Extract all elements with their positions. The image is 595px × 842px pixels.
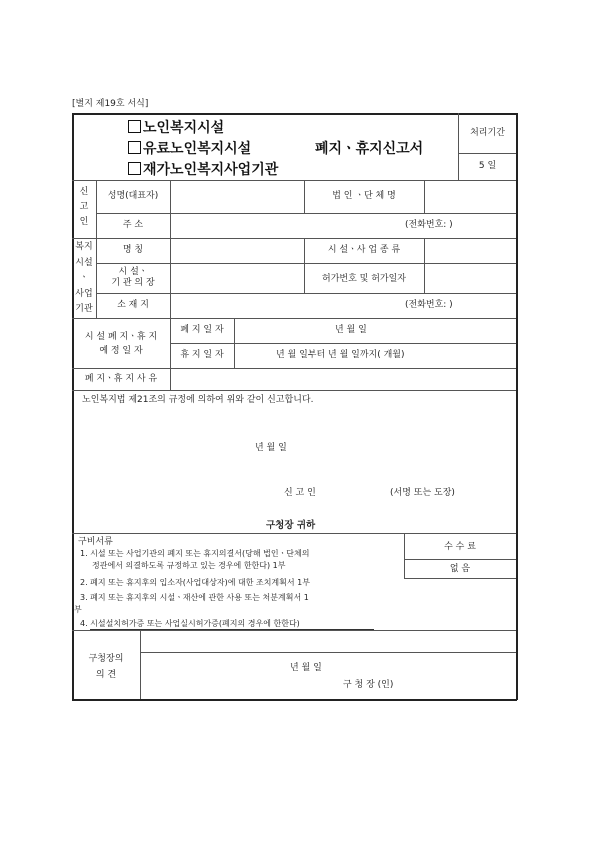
processing-period-label: 처리기간 xyxy=(470,128,505,138)
reporter-address-label: 주 소 xyxy=(122,220,144,230)
processing-period-value: 5 일 xyxy=(478,161,497,171)
suspension-date-label: 휴 지 일 자 xyxy=(180,350,224,360)
reporter-phone-note[interactable]: (전화번호: ) xyxy=(405,220,453,230)
option-home-care-agency[interactable]: 재가노인복지사업기관 xyxy=(128,161,278,179)
permit-number-date-label: 허가번호 및 허가일자 xyxy=(322,274,406,284)
suspension-period-value[interactable]: 년 월 일부터 년 월 일까지( 개월) xyxy=(276,350,405,360)
closure-date-value[interactable]: 년 월 일 xyxy=(335,325,367,335)
required-doc-3-cont: 부 xyxy=(74,605,82,614)
facility-location-label: 소 재 지 xyxy=(117,300,149,310)
required-doc-3: 3. 폐지 또는 휴지후의 시설ㆍ재산에 관한 사용 또는 처분계획서 1 xyxy=(80,593,309,602)
reporter-name-label: 성명(대표자) xyxy=(107,191,159,201)
checkbox-icon[interactable] xyxy=(128,162,141,175)
facility-group-label: 복지 시설 ㆍ 사업 기관 xyxy=(75,242,93,314)
facility-type-field[interactable] xyxy=(425,239,515,262)
facility-phone-note[interactable]: (전화번호: ) xyxy=(405,300,453,310)
corporation-name-field[interactable] xyxy=(425,181,515,212)
declaration-date[interactable]: 년 월 일 xyxy=(255,443,287,453)
addressee: 구청장 귀하 xyxy=(266,520,316,531)
declaration-text: 노인복지법 제21조의 규정에 의하여 위와 같이 신고합니다. xyxy=(82,395,314,405)
checkbox-icon[interactable] xyxy=(128,141,141,154)
facility-type-label: 시 설ㆍ사 업 종 류 xyxy=(327,245,401,255)
opinion-label: 구청장의 의 견 xyxy=(88,654,124,680)
opinion-field[interactable] xyxy=(141,631,515,651)
reason-label: 폐 지ㆍ휴 지 사 유 xyxy=(84,374,158,384)
required-doc-1: 1. 시설 또는 사업기관의 폐지 또는 휴지의결서(당해 법인ㆍ단체의 xyxy=(80,549,310,558)
opinion-date[interactable]: 년 월 일 xyxy=(290,663,322,673)
fee-label: 수 수 료 xyxy=(444,542,476,552)
facility-name-label: 명 칭 xyxy=(122,245,144,255)
checkbox-icon[interactable] xyxy=(128,120,141,133)
required-doc-2: 2. 폐지 또는 휴지후의 입소자(사업대상자)에 대한 조치계획서 1부 xyxy=(80,578,310,587)
signature-note[interactable]: (서명 또는 도장) xyxy=(390,488,455,498)
closure-date-label: 폐 지 일 자 xyxy=(180,325,224,335)
facility-head-field[interactable] xyxy=(171,264,303,292)
schedule-label: 시 설 폐 지ㆍ휴 지 예 정 일 자 xyxy=(84,332,158,356)
form-number: [별지 제19호 서식] xyxy=(72,99,149,109)
reporter-sign-label: 신 고 인 xyxy=(284,488,316,498)
fee-value: 없 음 xyxy=(449,564,471,574)
option-senior-welfare-facility[interactable]: 노인복지시설 xyxy=(128,119,224,137)
reporter-group-label: 신 고 인 xyxy=(79,187,89,227)
facility-head-label: 시 설ㆍ 기 관 의 장 xyxy=(111,267,155,288)
required-doc-4: 4. 시설설치허가증 또는 사업실시허가증(폐지의 경우에 한한다) xyxy=(80,619,300,628)
required-docs-title: 구비서류 xyxy=(78,537,113,547)
reporter-name-field[interactable] xyxy=(171,181,303,212)
permit-number-date-field[interactable] xyxy=(425,264,515,292)
corporation-name-label: 법 인 ㆍ단 체 명 xyxy=(332,191,396,201)
required-doc-1-cont: 정관에서 의결하도록 규정하고 있는 경우에 한한다) 1부 xyxy=(92,561,286,570)
district-head-sign: 구 청 장 (인) xyxy=(343,680,394,690)
option-paid-senior-welfare-facility[interactable]: 유료노인복지시설 xyxy=(128,140,251,158)
reason-field[interactable] xyxy=(171,369,515,389)
form-title: 폐지ㆍ휴지신고서 xyxy=(315,141,424,157)
facility-name-field[interactable] xyxy=(171,239,303,262)
